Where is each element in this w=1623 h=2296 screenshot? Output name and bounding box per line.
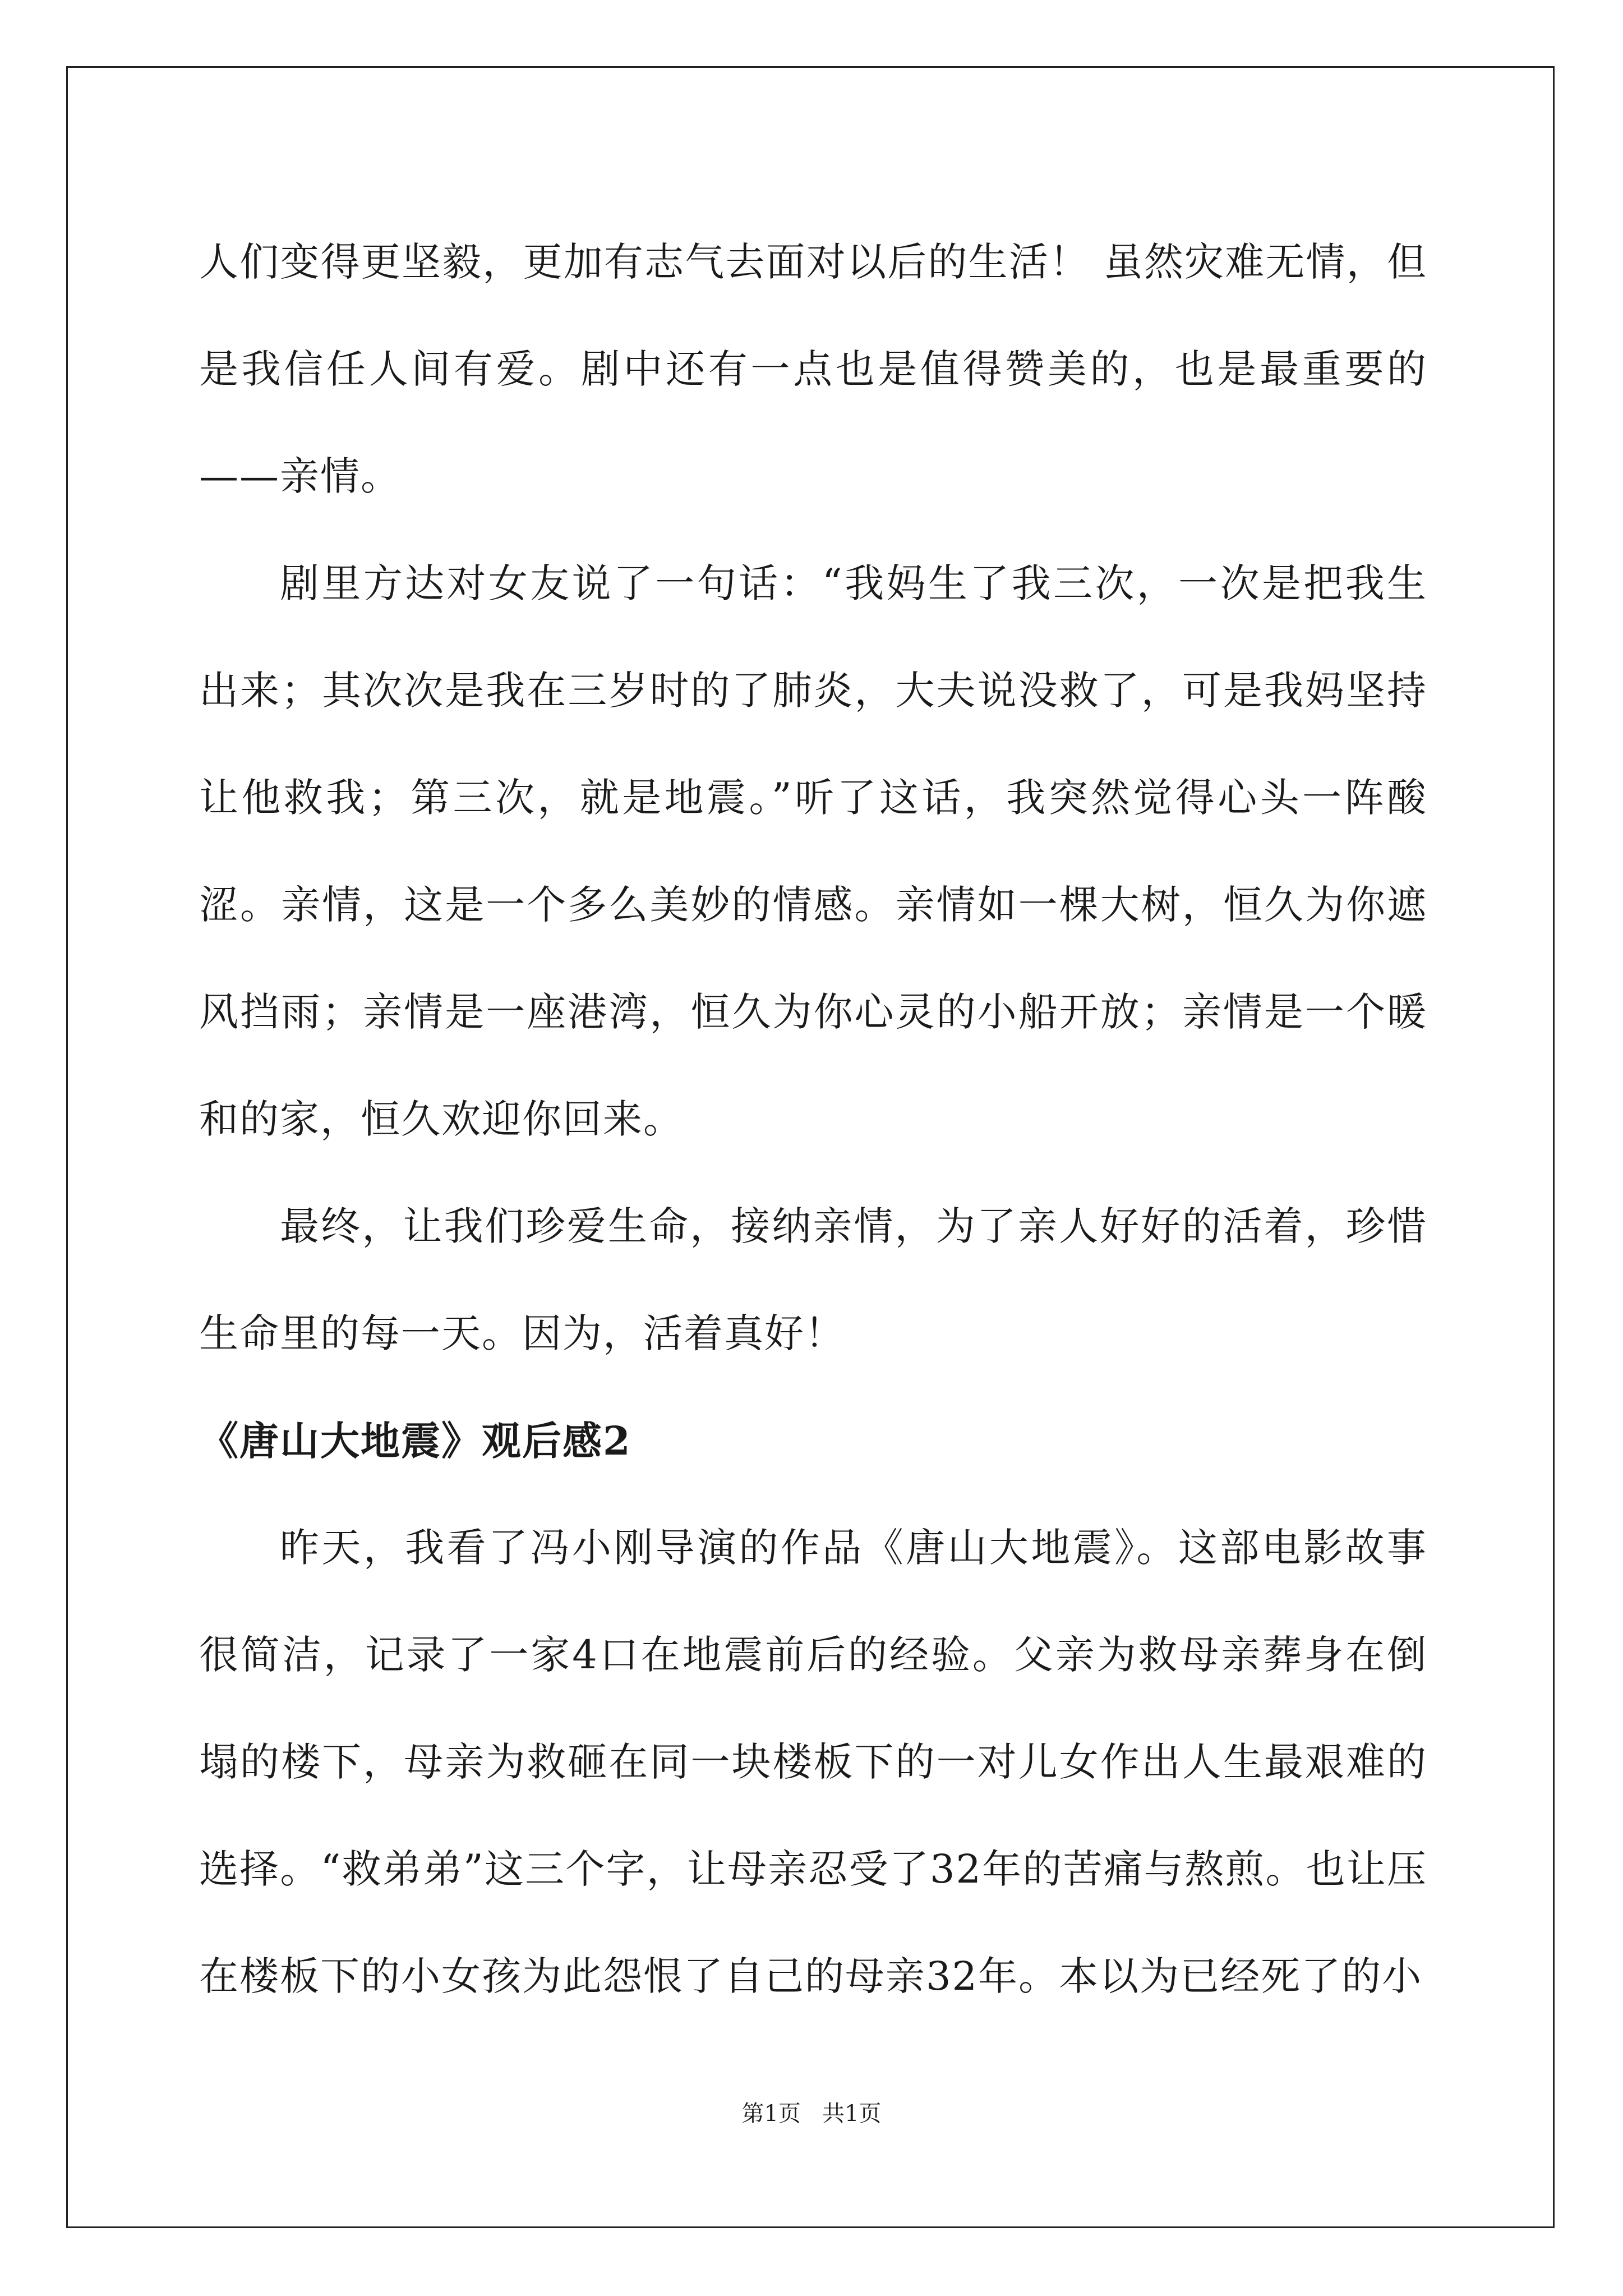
section-title: 《唐山大地震》观后感2 (199, 1418, 631, 1464)
paragraph-3: 最终，让我们珍爱生命，接纳亲情，为了亲人好好的活着，珍惜生命里的每一天。因为，活着真好！ (199, 1203, 1427, 1356)
paragraph-2: 剧里方达对女友说了一句话：“我妈生了我三次，一次是把我生出来；其次次是我在三岁时的了肺炎，大夫说没救了，可是我妈坚持让他救我；第三次，就是地震。”听了这话，我突然觉得心头一阵酸涩。亲情，这是一个多么美妙的情感。亲情如一棵大树，恒久为你遮风挡雨；亲情是一座港湾，恒久为你心灵的小船开放；亲情是一个暖和的家，恒久欢迎你回来。 (199, 560, 1427, 1142)
paragraph-1: 人们变得更坚毅，更加有志气去面对以后的生活！ 虽然灾难无情，但是我信任人间有爱。剧中还有一点也是值得赞美的，也是最重要的——亲情。 (199, 239, 1427, 499)
document-body (199, 209, 1427, 2030)
paragraph-4: 昨天，我看了冯小刚导演的作品《唐山大地震》。这部电影故事很简洁，记录了一家4口在地震前后的经验。父亲为救母亲葬身在倒塌的楼下，母亲为救砸在同一块楼板下的一对儿女作出人生最艰难的选择。“救弟弟”这三个字，让母亲忍受了32年的苦痛与熬煎。也让压在楼板下的小女孩为此怨恨了自己的母亲32年。本以为已经死了的小 (199, 1525, 1427, 1999)
page-number-footer: 第1页 共1页 (741, 2101, 882, 2127)
